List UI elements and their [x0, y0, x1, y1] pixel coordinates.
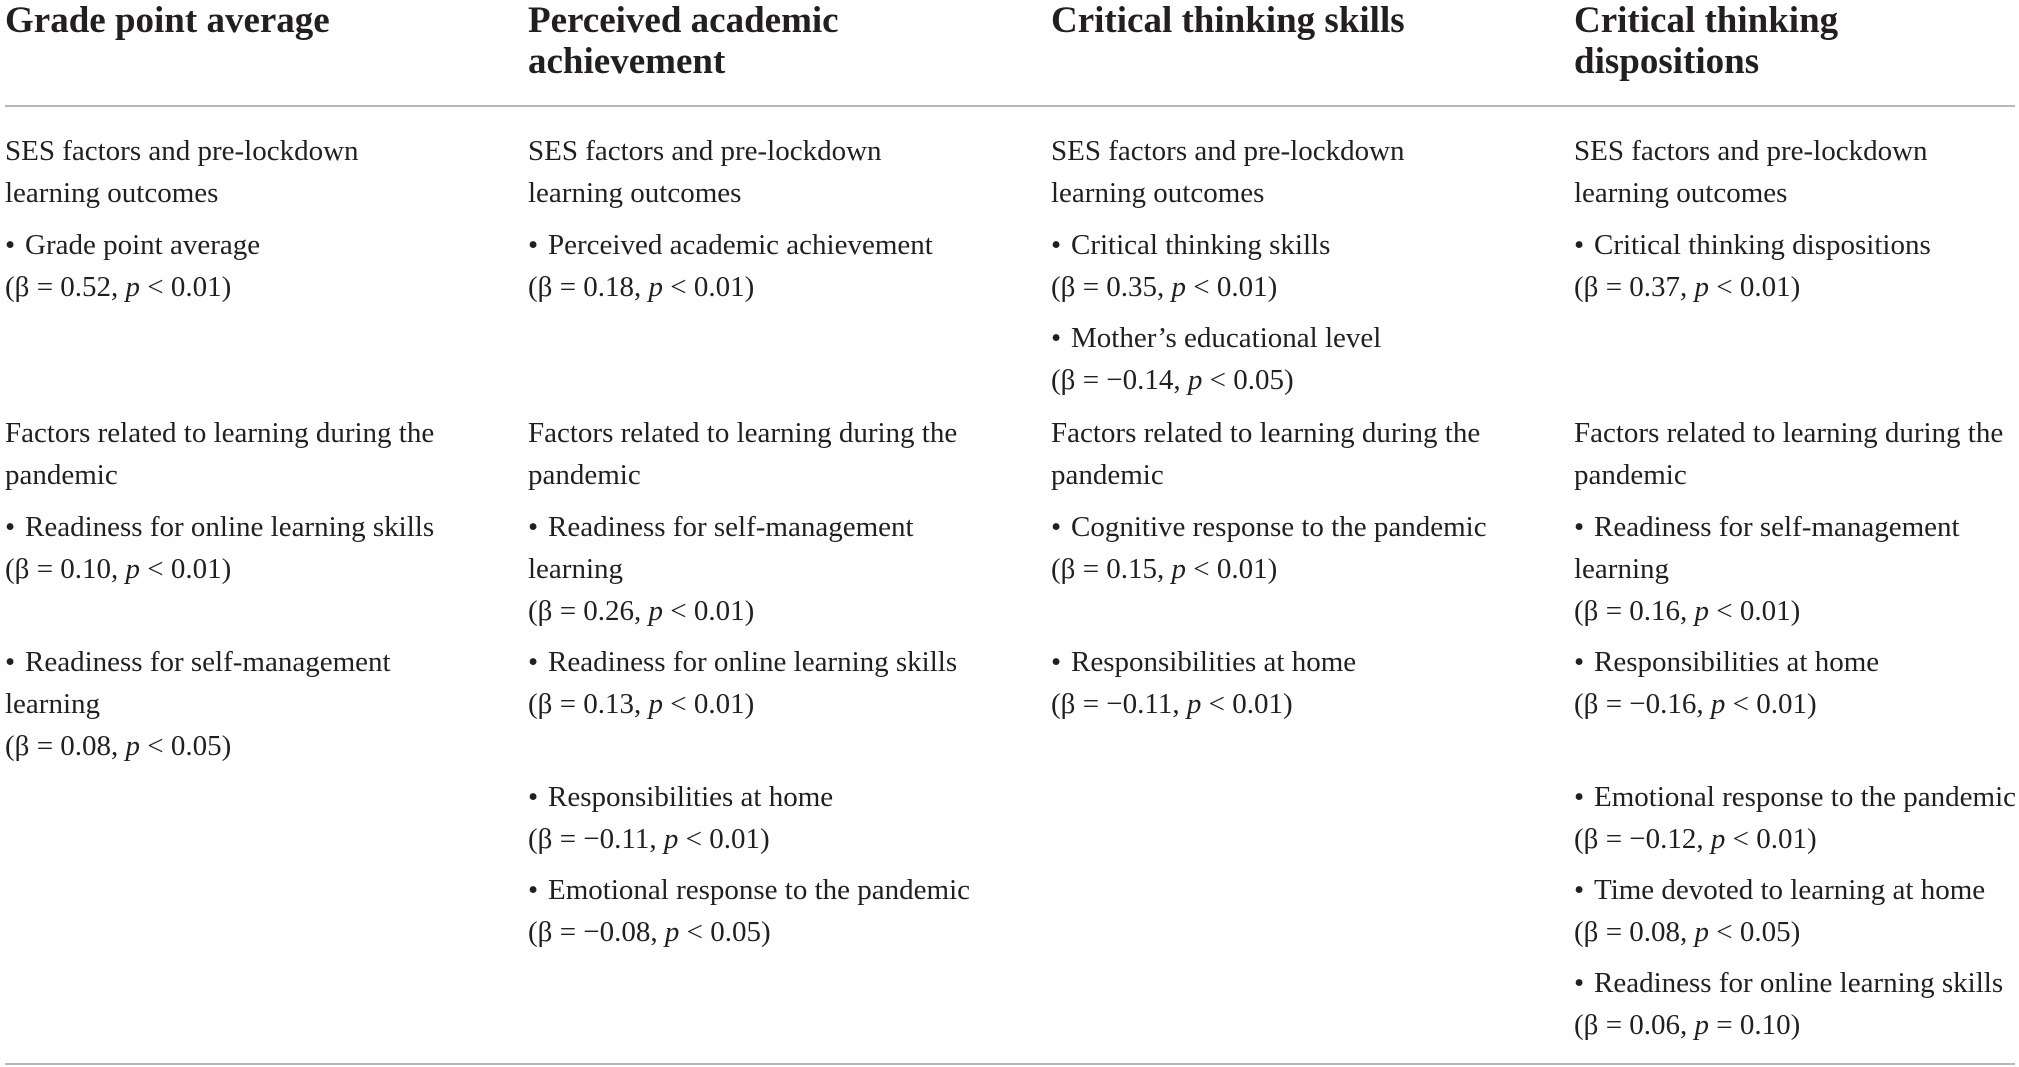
group-heading: SES factors and pre-lockdown learning outcomes — [1574, 135, 1928, 209]
item-stat: (β = 0.16, p < 0.01) — [1574, 595, 1801, 627]
list-item — [1051, 641, 1566, 725]
group-pandemic — [1574, 412, 2019, 496]
item-stat: (β = 0.37, p < 0.01) — [1574, 271, 1801, 303]
group-heading: SES factors and pre-lockdown learning outcomes — [1051, 135, 1405, 209]
header-divider — [5, 105, 2015, 107]
group-pandemic — [1051, 412, 1566, 496]
bullet-icon: • — [5, 646, 16, 678]
bullet-icon: • — [528, 229, 539, 261]
bullet-icon: • — [1051, 229, 1062, 261]
list-item — [5, 506, 520, 590]
item-stat: (β = 0.18, p < 0.01) — [528, 271, 755, 303]
list-item — [1574, 224, 2019, 308]
bullet-icon: • — [1051, 646, 1062, 678]
list-item — [1574, 641, 2019, 725]
item-stat: (β = 0.13, p < 0.01) — [528, 688, 755, 720]
bullet-icon: • — [5, 229, 16, 261]
item-stat: (β = 0.35, p < 0.01) — [1051, 271, 1278, 303]
group-heading: Factors related to learning during the pandemic — [5, 417, 435, 491]
table-bottom-divider — [5, 1063, 2015, 1065]
list-item — [1574, 776, 2019, 860]
list-item — [1574, 869, 2019, 953]
item-label: Time devoted to learning at home — [1594, 874, 1986, 906]
item-stat: (β = 0.08, p < 0.05) — [1574, 916, 1801, 948]
group-heading: Factors related to learning during the pandemic — [528, 417, 958, 491]
item-label: Readiness for self-management learning — [5, 646, 391, 720]
bullet-icon: • — [1574, 229, 1585, 261]
item-label: Readiness for self-management learning — [1574, 511, 1960, 585]
item-stat: (β = 0.15, p < 0.01) — [1051, 553, 1278, 585]
item-stat: (β = 0.10, p < 0.01) — [5, 553, 232, 585]
column-header-ct-dispositions: Critical thinking dispositions — [1574, 0, 1839, 82]
item-stat: (β = −0.12, p < 0.01) — [1574, 823, 1817, 855]
group-heading: Factors related to learning during the pandemic — [1051, 417, 1481, 491]
list-item — [528, 776, 1043, 860]
list-item — [5, 641, 425, 767]
item-stat: (β = 0.08, p < 0.05) — [5, 730, 232, 762]
item-stat: (β = 0.26, p < 0.01) — [528, 595, 755, 627]
item-label: Responsibilities at home — [1071, 646, 1357, 678]
bullet-icon: • — [528, 781, 539, 813]
item-label: Cognitive response to the pandemic — [1071, 511, 1487, 543]
item-label: Emotional response to the pandemic — [548, 874, 971, 906]
bullet-icon: • — [1574, 646, 1585, 678]
bullet-icon: • — [1574, 511, 1585, 543]
bullet-icon: • — [1574, 874, 1585, 906]
group-pandemic — [528, 412, 1043, 496]
group-heading: SES factors and pre-lockdown learning outcomes — [5, 135, 359, 209]
bullet-icon: • — [1574, 967, 1585, 999]
item-label: Readiness for online learning skills — [1594, 967, 2004, 999]
item-stat: (β = −0.11, p < 0.01) — [1051, 688, 1293, 720]
item-stat: (β = 0.06, p = 0.10) — [1574, 1009, 1801, 1041]
item-label: Responsibilities at home — [1594, 646, 1880, 678]
item-label: Grade point average — [25, 229, 261, 261]
bullet-icon: • — [528, 874, 539, 906]
group-ses — [1051, 130, 1566, 214]
item-label: Critical thinking skills — [1071, 229, 1331, 261]
list-item — [1051, 317, 1566, 401]
bullet-icon: • — [1051, 511, 1062, 543]
item-label: Readiness for online learning skills — [25, 511, 435, 543]
list-item — [5, 224, 520, 308]
bullet-icon: • — [1574, 781, 1585, 813]
column-header-perceived-achievement: Perceived academic achievement — [528, 0, 839, 82]
bullet-icon: • — [528, 646, 539, 678]
list-item — [1574, 506, 1994, 632]
list-item — [528, 641, 1043, 725]
item-stat: (β = −0.08, p < 0.05) — [528, 916, 771, 948]
list-item — [528, 869, 1043, 953]
item-stat: (β = 0.52, p < 0.01) — [5, 271, 232, 303]
group-ses — [5, 130, 520, 214]
list-item — [1051, 224, 1566, 308]
column-header-gpa: Grade point average — [5, 0, 330, 41]
list-item — [1051, 506, 1566, 590]
column-header-ct-skills: Critical thinking skills — [1051, 0, 1405, 41]
item-label: Perceived academic achievement — [548, 229, 933, 261]
item-label: Readiness for self-management learning — [528, 511, 914, 585]
item-label: Mother’s educational level — [1071, 322, 1382, 354]
item-stat: (β = −0.14, p < 0.05) — [1051, 364, 1294, 396]
group-ses — [528, 130, 1043, 214]
group-pandemic — [5, 412, 520, 496]
bullet-icon: • — [1051, 322, 1062, 354]
list-item — [528, 224, 1043, 308]
item-stat: (β = −0.16, p < 0.01) — [1574, 688, 1817, 720]
group-heading: Factors related to learning during the pandemic — [1574, 417, 2004, 491]
item-label: Readiness for online learning skills — [548, 646, 958, 678]
group-heading: SES factors and pre-lockdown learning outcomes — [528, 135, 882, 209]
item-label: Emotional response to the pandemic — [1594, 781, 2017, 813]
item-label: Responsibilities at home — [548, 781, 834, 813]
bullet-icon: • — [5, 511, 16, 543]
list-item — [528, 506, 948, 632]
item-label: Critical thinking dispositions — [1594, 229, 1931, 261]
bullet-icon: • — [528, 511, 539, 543]
group-ses — [1574, 130, 2019, 214]
list-item — [1574, 962, 2019, 1046]
item-stat: (β = −0.11, p < 0.01) — [528, 823, 770, 855]
